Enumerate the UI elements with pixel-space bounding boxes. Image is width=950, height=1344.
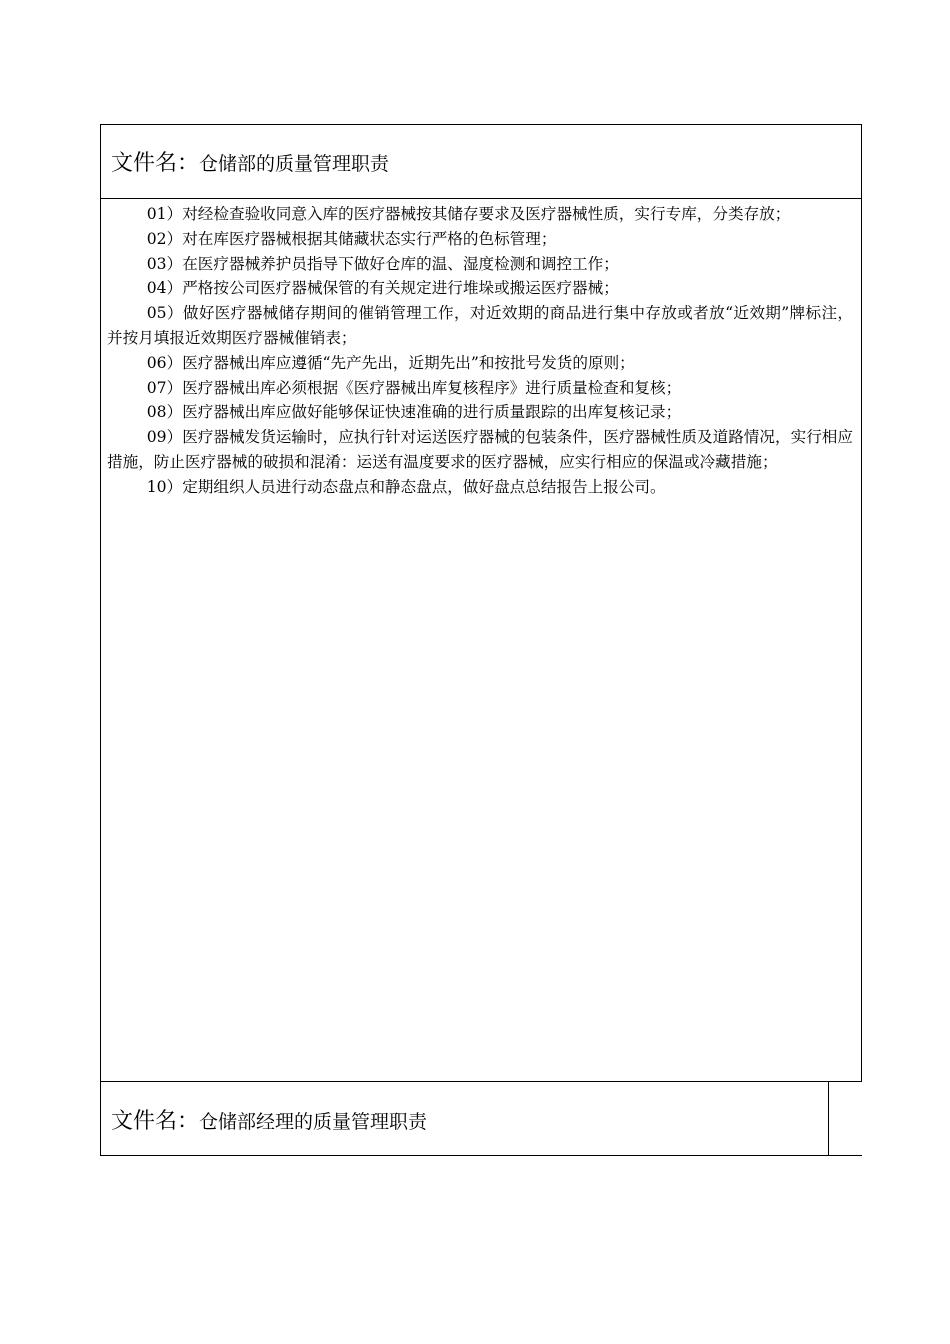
section1-duties-list bbox=[107, 202, 853, 500]
body-bottom-border bbox=[100, 1081, 862, 1082]
duty-item: 08）医疗器械出库应做好能够保证快速准确的进行质量跟踪的出库复核记录； bbox=[146, 403, 682, 422]
duty-item: 09）医疗器械发货运输时，应执行针对运送医疗器械的包装条件，医疗器械性质及道路情况，实行相应措施，防止医疗器械的破损和混淆：运送有温度要求的医疗器械，应实行相应的保温或冷藏措施； bbox=[107, 428, 853, 471]
table-bottom-border bbox=[100, 1155, 862, 1156]
duty-item: 04）严格按公司医疗器械保管的有关规定进行堆垛或搬运医疗器械； bbox=[146, 279, 619, 298]
section2-cell-divider bbox=[828, 1081, 829, 1156]
header-divider bbox=[100, 198, 862, 199]
section1-title bbox=[111, 146, 389, 177]
table-top-border bbox=[100, 124, 862, 125]
duty-item: 03）在医疗器械养护员指导下做好仓库的温、湿度检测和调控工作； bbox=[146, 254, 619, 273]
document-table bbox=[100, 124, 862, 1156]
section2-title-name: 仓储部经理的质量管理职责 bbox=[199, 1111, 428, 1133]
table-right-border bbox=[861, 124, 862, 1082]
duty-item: 02）对在库医疗器械根据其储藏状态实行严格的色标管理； bbox=[146, 229, 557, 248]
duty-item: 05）做好医疗器械储存期间的催销管理工作，对近效期的商品进行集中存放或者放“近效期”牌标注，并按月填报近效期医疗器械催销表； bbox=[107, 304, 853, 347]
duty-item: 10）定期组织人员进行动态盘点和静态盘点，做好盘点总结报告上报公司。 bbox=[146, 477, 666, 496]
duty-item: 01）对经检查验收同意入库的医疗器械按其储存要求及医疗器械性质，实行专库，分类存放； bbox=[146, 205, 791, 223]
duty-item: 06）医疗器械出库应遵循“先产先出，近期先出”和按批号发货的原则； bbox=[146, 353, 635, 372]
section1-title-name: 仓储部的质量管理职责 bbox=[199, 153, 390, 175]
table-left-border bbox=[100, 124, 101, 1156]
duty-item: 07）医疗器械出库必须根据《医疗器械出库复核程序》进行质量检查和复核； bbox=[146, 378, 682, 397]
section2-title bbox=[111, 1104, 427, 1135]
section2-title-label: 文件名： bbox=[111, 1109, 200, 1134]
section1-title-label: 文件名： bbox=[111, 151, 200, 176]
